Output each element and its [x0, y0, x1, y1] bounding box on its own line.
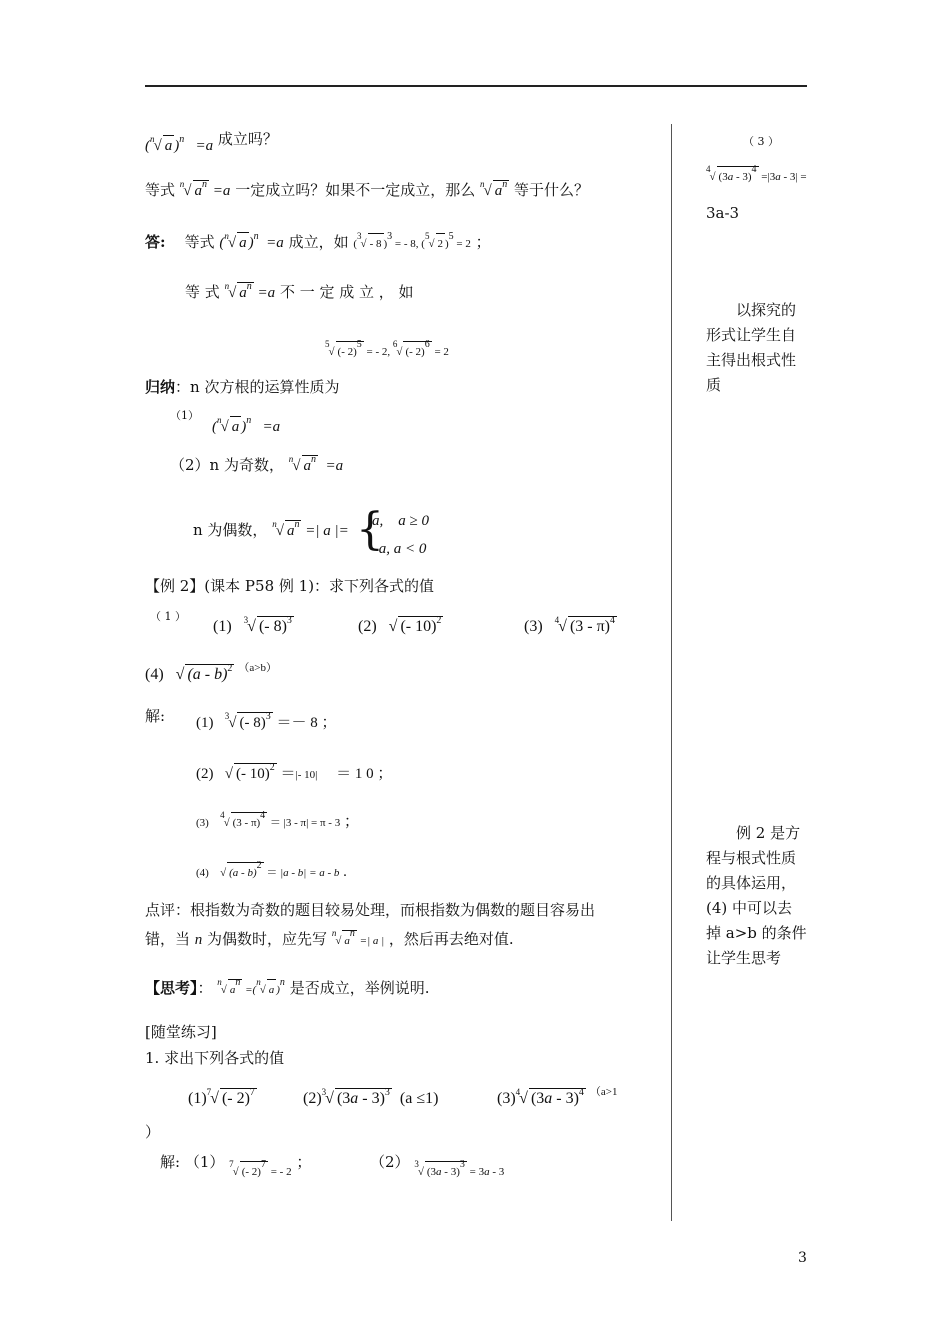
formula: $^n$√ $a^n =a$ — [289, 458, 343, 474]
think-text: 是否成立，举例说明. — [289, 979, 430, 997]
solution-label-text: （2） — [370, 1153, 410, 1171]
formula: $^n$√ $a^n =a$ — [225, 285, 276, 301]
summary-line — [145, 377, 339, 397]
question-line-1 — [145, 130, 278, 158]
condition: （a>1 — [589, 1086, 618, 1098]
example-2-items-row: (1) $^3$√ (- 8)$^3$ — [213, 616, 294, 639]
answer-example-formula — [325, 340, 449, 363]
answer-line-1: 答: 等式 ($^n$√ a )$^n$ =a 成立，如 ($^3$√ - 8 )3 = - 8, ($^5$√ 2 )5 = 2 ； — [145, 232, 491, 255]
solution-1: (1) $^3$√ (- 8)$^3$ ＝－ 8 ； — [196, 712, 337, 735]
comment-var: n — [194, 932, 203, 948]
condition: （a>b） — [238, 662, 278, 674]
formula: $^n$√ $a^n$ — [480, 183, 509, 199]
formula: ($^n$√ a )$^n$ =a — [145, 134, 214, 154]
formula: 7√ (- 2)7 = - 2 — [229, 1166, 291, 1178]
side-note-1-label — [706, 128, 816, 154]
example-2-item-2: (2) √ (- 10)$^2$ — [358, 616, 443, 639]
formula: $^n$√ an =| a | — [332, 935, 384, 947]
practice-question-text: 1. 求出下列各式的值 — [145, 1049, 285, 1067]
example-2-title — [145, 576, 434, 596]
condition: ） — [145, 1123, 161, 1141]
summary-text: ：n 次方根的运算性质为 — [175, 378, 340, 396]
piecewise-brace: { — [356, 504, 384, 555]
item-label: (3) — [497, 1090, 516, 1107]
answer-line-2 — [185, 282, 414, 305]
side-text: (4) 中可以去 — [706, 899, 793, 917]
example-2-item-3: (3) $^4$√ (3 - π)$^4$ — [524, 616, 617, 639]
header-rule — [145, 85, 807, 87]
solution-result: ； — [343, 814, 359, 830]
condition: (a ≤1) — [399, 1090, 439, 1107]
solution-label — [145, 706, 165, 726]
example-title: 【例 2】(课本 P58 例 1)：求下列各式的值 — [145, 577, 435, 595]
formula: ($^3$√ - 8 )3 = - 8, ($^5$√ 2 )5 = 2 — [353, 238, 471, 250]
comment-line-2 — [145, 929, 514, 952]
comment-line-1 — [145, 900, 595, 920]
side-note-2 — [706, 298, 816, 398]
property-3 — [193, 520, 349, 543]
solution-label-text: 解: — [145, 707, 166, 725]
piecewise-case-2: - a, a < 0 — [370, 541, 427, 557]
practice-solution: 解: （1） $_{^7√ (- 2)7 = - 2}$ ； — [160, 1152, 311, 1175]
practice-item-1: $(1)^7√$ (- 2)$^7$ — [188, 1088, 257, 1111]
question-text: 成立吗？ — [217, 130, 278, 148]
formula: $^n$√ $a^n =a$ — [180, 183, 231, 199]
formula: $^n$√ an =($^n$√ a )n — [217, 984, 285, 996]
property-1-label — [170, 404, 199, 426]
item-label: (1) — [188, 1090, 207, 1107]
example-2-label — [150, 605, 186, 627]
formula: 3√ (3a - 3)3 = 3a - 3 — [414, 1166, 504, 1178]
question-text: 一定成立吗？如果不一定成立，那么 — [235, 181, 476, 199]
solution-label-text: 解: （1） — [160, 1153, 225, 1171]
side-result: 3a-3 — [706, 204, 740, 222]
side-text: 形式让学生自 — [706, 326, 797, 344]
solution-4: (4) √ (a - b)2 ＝ |a - b| = a - b . — [196, 862, 347, 884]
formula: ($^n$√ a )$^n$ =a — [212, 415, 281, 435]
practice-item-2: $(2)^3√$ (3a - 3)$^3$ (a ≤1) — [303, 1088, 438, 1111]
comment-text: 为偶数时，应先写 — [202, 930, 328, 948]
answer-text: 等 式 — [185, 283, 220, 301]
practice-solution-2 — [370, 1152, 505, 1178]
item-label: (3) — [524, 618, 543, 635]
side-text: 质 — [706, 376, 722, 394]
formula: ($^n$√ a )$^n$ =a — [219, 231, 284, 251]
example-label: （ 1 ） — [150, 610, 186, 623]
solution-3: (3) $^4$√ (3 - π)4 ＝ |3 - π| = π - 3 ； — [196, 812, 359, 834]
comment-text: 错，当 — [145, 930, 195, 948]
item-label: (2) — [303, 1090, 322, 1107]
side-note-1-result — [706, 203, 739, 223]
side-text: 例 2 是方 — [736, 824, 801, 842]
practice-title — [145, 1022, 217, 1042]
piecewise-case-1: a, a ≥ 0 — [372, 513, 429, 529]
answer-text: 等式 — [184, 233, 215, 251]
practice-item-3: $(3)^4√$ (3a - 3)$^4$ $^{(a>1}$ — [497, 1088, 618, 1111]
solution-result: . — [343, 864, 347, 880]
side-note-1-formula: $^4$√ (3a - 3)4 =|3a - 3| = — [706, 166, 807, 188]
property-label: n 为偶数， — [193, 521, 268, 539]
comment-text: ，然后再去绝对值. — [388, 930, 514, 948]
answer-text: 成立，如 — [288, 233, 349, 251]
summary-label: 归纳 — [145, 378, 176, 396]
example-2-item-4: (4) √ (a - b)$^2$ $^{(a>b)}$ — [145, 664, 277, 687]
practice-cond-close — [145, 1122, 160, 1142]
practice-question — [145, 1048, 284, 1068]
answer-label: 答: — [145, 233, 166, 251]
item-label: (1) — [213, 618, 232, 635]
side-text: 以探究的 — [736, 301, 797, 319]
side-note-3 — [706, 821, 816, 971]
solution-result: ＝－ 8 ； — [276, 715, 337, 731]
side-text: 让学生思考 — [706, 949, 782, 967]
column-divider — [671, 124, 672, 1221]
question-text: 等式 — [145, 181, 176, 199]
comment-text: 点评：根指数为奇数的题目较易处理，而根指数为偶数的题目容易出 — [145, 901, 596, 919]
practice-title-text: [随堂练习] — [145, 1023, 217, 1041]
answer-text: 不 一 定 成 立 ， 如 — [279, 283, 414, 301]
solution-result: ＝ 1 0 ； — [336, 766, 393, 782]
property-label: （1） — [170, 409, 199, 422]
formula: $^5$√ (- 2)5 = - 2, $^6$√ (- 2)6 = 2 — [325, 346, 449, 358]
item-label: (2) — [358, 618, 377, 635]
think-label: 【思考】 — [145, 979, 198, 997]
page-number: 3 — [798, 1250, 807, 1266]
property-2 — [170, 455, 343, 478]
side-text: 程与根式性质 — [706, 849, 797, 867]
question-line-2 — [145, 180, 589, 203]
formula: $^n$√ $a^n$ =| a |= — [272, 523, 348, 539]
solution-2: (2) √ (- 10)$^2$ ＝|- 10| ＝ 1 0 ； — [196, 763, 392, 786]
side-label: （ 3 ） — [743, 135, 779, 148]
side-text: 掉 a>b 的条件 — [706, 924, 807, 942]
property-1-formula — [212, 416, 280, 439]
item-label: (4) — [145, 666, 164, 683]
question-text: 等于什么？ — [514, 181, 590, 199]
property-label: （2）n 为奇数， — [170, 456, 284, 474]
side-text: 主得出根式性 — [706, 351, 797, 369]
think-line: 【思考】： $^n$√ an =($^n$√ a )n 是否成立，举例说明. — [145, 978, 429, 1001]
side-text: 的具体运用， — [706, 874, 797, 892]
